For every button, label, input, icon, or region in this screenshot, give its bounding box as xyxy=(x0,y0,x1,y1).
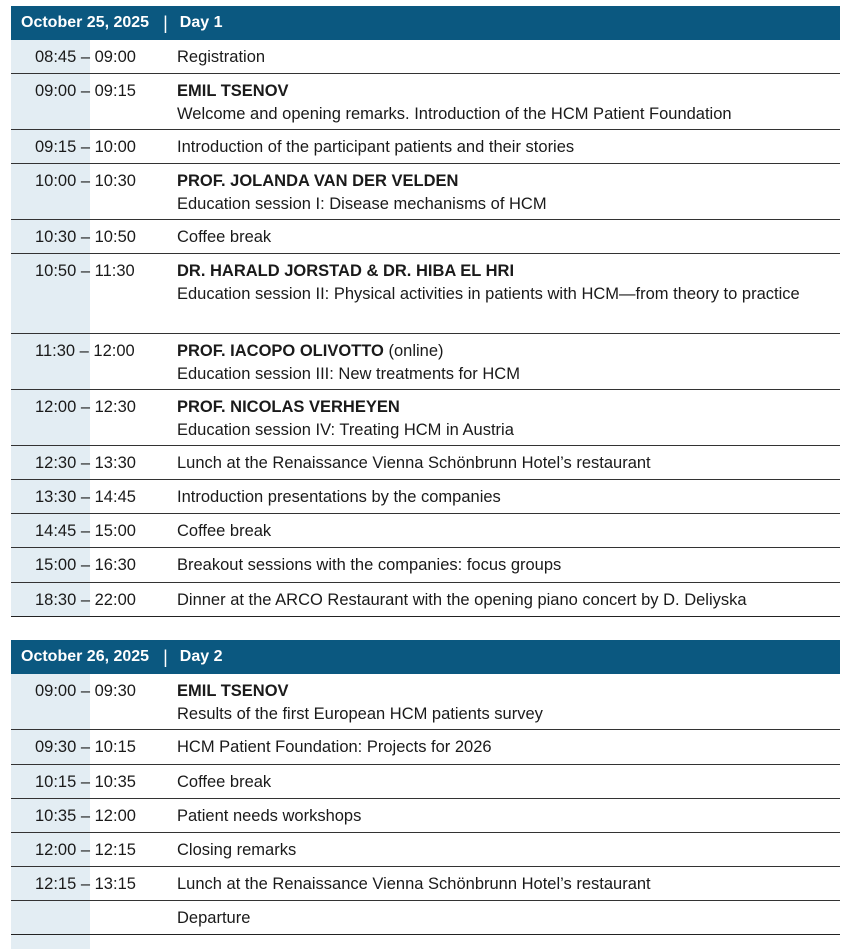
day-separator: | xyxy=(163,646,168,667)
time-slot: 10:50 – 11:30 xyxy=(35,262,135,280)
time-slot: 15:00 – 16:30 xyxy=(35,556,136,574)
session-title: Coffee break xyxy=(177,522,272,540)
session-content xyxy=(177,514,840,543)
session-title: Registration xyxy=(177,48,266,66)
time-slot: 09:00 – 09:30 xyxy=(35,682,136,700)
session-content xyxy=(177,40,840,69)
speaker-name: DR. HARALD JORSTAD & DR. HIBA EL HRI xyxy=(177,262,515,280)
time-slot: 11:30 – 12:00 xyxy=(35,342,135,360)
time-slot: 12:00 – 12:30 xyxy=(35,398,136,416)
time-slot: 10:15 – 10:35 xyxy=(35,773,136,791)
time-slot: 09:15 – 10:00 xyxy=(35,138,136,156)
agenda-rows xyxy=(11,40,840,617)
session-content xyxy=(177,583,840,612)
session-content xyxy=(177,730,840,759)
agenda-row xyxy=(11,765,840,799)
time-slot: 10:30 – 10:50 xyxy=(35,228,136,246)
agenda-row xyxy=(11,254,840,334)
agenda-row xyxy=(11,674,840,730)
agenda-row xyxy=(11,40,840,74)
session-title: Dinner at the ARCO Restaurant with the opening piano concert by D. Deliyska xyxy=(177,591,747,609)
session-content xyxy=(177,164,840,216)
session-content xyxy=(177,390,840,442)
session-title: Lunch at the Renaissance Vienna Schönbrunn Hotel’s restaurant xyxy=(177,875,651,893)
speaker-name: EMIL TSENOV xyxy=(177,682,289,700)
session-content xyxy=(177,446,840,475)
agenda-row xyxy=(11,220,840,254)
session-title: Coffee break xyxy=(177,228,272,246)
session-content xyxy=(177,765,840,794)
session-title: Education session III: New treatments for HCM xyxy=(177,365,520,383)
session-content xyxy=(177,220,840,249)
day-label: Day 2 xyxy=(179,648,223,665)
speaker-line xyxy=(177,340,830,363)
session-content xyxy=(177,480,840,509)
agenda-row xyxy=(11,130,840,164)
day-separator: | xyxy=(163,12,168,33)
session-title: Coffee break xyxy=(177,773,272,791)
agenda-row xyxy=(11,867,840,901)
agenda-row xyxy=(11,480,840,514)
agenda-row xyxy=(11,833,840,867)
time-slot: 13:30 – 14:45 xyxy=(35,488,136,506)
day-date: October 25, 2025 xyxy=(21,14,150,31)
agenda-row xyxy=(11,730,840,765)
session-content xyxy=(177,674,840,726)
session-content xyxy=(177,901,840,930)
time-slot: 10:35 – 12:00 xyxy=(35,807,136,825)
session-title: Breakout sessions with the companies: focus groups xyxy=(177,556,562,574)
agenda-row xyxy=(11,799,840,833)
speaker-line xyxy=(177,680,830,703)
speaker-note: (online) xyxy=(383,342,444,360)
agenda-row xyxy=(11,583,840,617)
day-header xyxy=(11,6,840,40)
time-slot: 18:30 – 22:00 xyxy=(35,591,136,609)
speaker-name: PROF. NICOLAS VERHEYEN xyxy=(177,398,400,416)
day-date: October 26, 2025 xyxy=(21,648,150,665)
session-content xyxy=(177,833,840,862)
time-slot xyxy=(11,901,177,907)
session-title: Patient needs workshops xyxy=(177,807,362,825)
speaker-name: EMIL TSENOV xyxy=(177,82,289,100)
day-2-schedule xyxy=(11,640,840,935)
speaker-line xyxy=(177,80,830,103)
session-title: Welcome and opening remarks. Introduction of the HCM Patient Foundation xyxy=(177,105,732,123)
speaker-line xyxy=(177,260,830,283)
day-1-schedule xyxy=(11,6,840,617)
session-content xyxy=(177,130,840,159)
session-content xyxy=(177,799,840,828)
day-header xyxy=(11,640,840,674)
session-title: Departure xyxy=(177,909,251,927)
session-title: HCM Patient Foundation: Projects for 2026 xyxy=(177,738,492,756)
session-title: Results of the first European HCM patients survey xyxy=(177,705,543,723)
agenda-row xyxy=(11,901,840,935)
agenda-row xyxy=(11,164,840,220)
agenda-row xyxy=(11,334,840,390)
agenda-row xyxy=(11,390,840,446)
speaker-line xyxy=(177,396,830,419)
agenda-row xyxy=(11,446,840,480)
session-title: Introduction presentations by the companies xyxy=(177,488,501,506)
agenda-row xyxy=(11,548,840,583)
agenda-rows xyxy=(11,674,840,935)
agenda-row xyxy=(11,74,840,130)
session-title: Education session IV: Treating HCM in Austria xyxy=(177,421,514,439)
session-title: Education session I: Disease mechanisms of HCM xyxy=(177,195,547,213)
time-slot: 12:30 – 13:30 xyxy=(35,454,136,472)
speaker-name: PROF. JOLANDA VAN DER VELDEN xyxy=(177,172,459,190)
session-title: Education session II: Physical activities in patients with HCM—from theory to practice xyxy=(177,285,800,303)
session-title: Introduction of the participant patients and their stories xyxy=(177,138,575,156)
time-slot: 12:15 – 13:15 xyxy=(35,875,136,893)
session-content xyxy=(177,548,840,577)
session-title: Lunch at the Renaissance Vienna Schönbrunn Hotel’s restaurant xyxy=(177,454,651,472)
session-content xyxy=(177,334,840,386)
agenda-row xyxy=(11,514,840,548)
time-slot: 09:00 – 09:15 xyxy=(35,82,136,100)
session-content xyxy=(177,867,840,896)
time-slot: 10:00 – 10:30 xyxy=(35,172,136,190)
day-label: Day 1 xyxy=(179,14,223,31)
time-slot: 12:00 – 12:15 xyxy=(35,841,136,859)
time-slot: 09:30 – 10:15 xyxy=(35,738,136,756)
session-content xyxy=(177,254,840,306)
speaker-line xyxy=(177,170,830,193)
session-content xyxy=(177,74,840,126)
speaker-name: PROF. IACOPO OLIVOTTO xyxy=(177,342,384,360)
session-title: Closing remarks xyxy=(177,841,297,859)
time-slot: 14:45 – 15:00 xyxy=(35,522,136,540)
time-slot: 08:45 – 09:00 xyxy=(35,48,136,66)
